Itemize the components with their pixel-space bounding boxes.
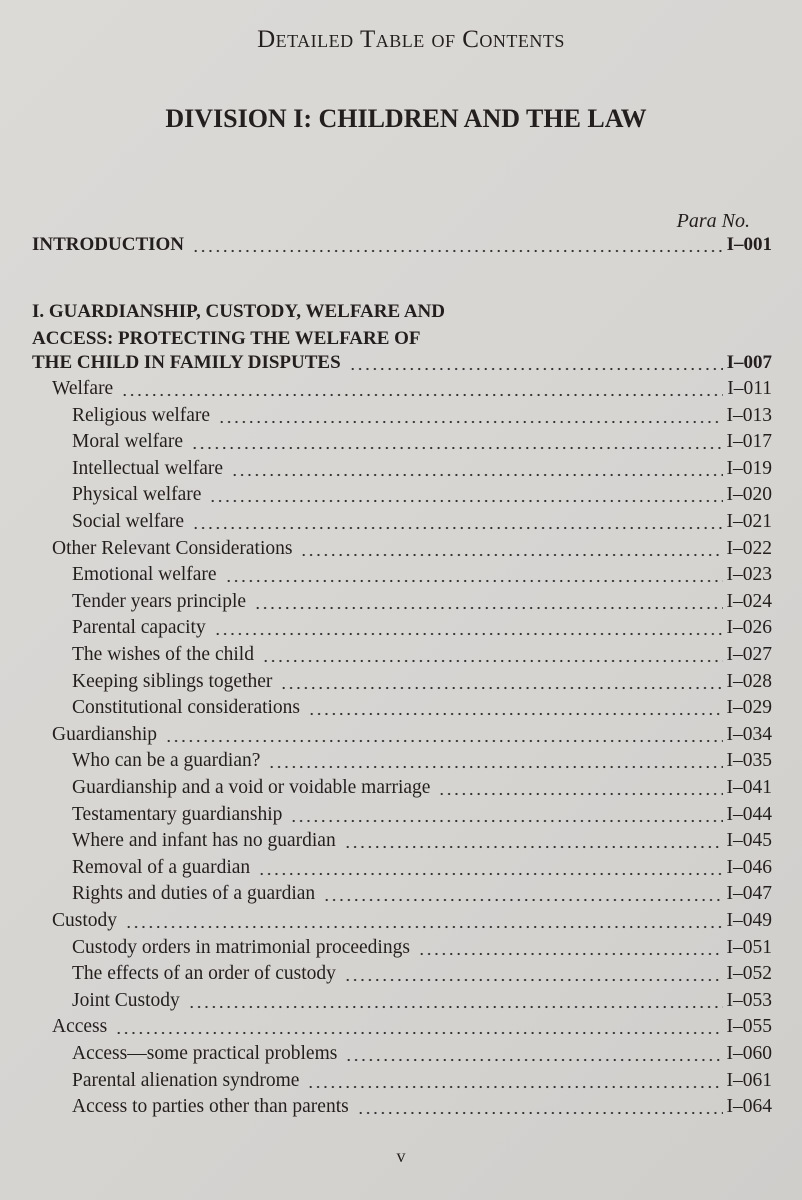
entry-label: Parental alienation syndrome (72, 1069, 300, 1091)
entry-label: Custody orders in matrimonial proceedings (72, 936, 410, 958)
entry-label: Access to parties other than parents (72, 1096, 349, 1118)
toc-entry (0, 910, 772, 936)
entry-label: Keeping siblings together (72, 670, 273, 692)
entry-label: The effects of an order of custody (72, 963, 336, 985)
toc-entry (0, 883, 772, 909)
toc-entry (0, 431, 772, 457)
toc-entry (0, 697, 772, 723)
section-heading-line: ACCESS: PROTECTING THE WELFARE OF (32, 328, 421, 349)
toc-entry (0, 511, 772, 537)
entry-para: I–034 (726, 723, 772, 745)
entry-label: Religious welfare (72, 404, 211, 426)
dot-leader (290, 819, 722, 823)
toc-entry (0, 777, 772, 803)
dot-leader (192, 526, 722, 530)
toc-entry (0, 644, 772, 670)
toc-entry (0, 804, 772, 830)
toc-entry (0, 538, 772, 564)
entry-para: I–026 (726, 617, 772, 639)
toc-entry (0, 671, 772, 697)
division-title: DIVISION I: CHILDREN AND THE LAW (165, 104, 647, 133)
dot-leader (115, 1031, 722, 1035)
toc-entry (0, 1070, 772, 1096)
dot-leader (214, 632, 723, 636)
dot-leader (300, 553, 722, 557)
entry-label: Guardianship (52, 723, 158, 745)
para-no-header: Para No. (676, 210, 750, 232)
dot-leader (218, 420, 722, 424)
dot-leader (345, 1058, 722, 1062)
dot-leader (258, 872, 722, 876)
dot-leader (268, 765, 722, 769)
entry-para: I–035 (726, 750, 772, 772)
toc-entry (0, 564, 772, 590)
entry-label: Rights and duties of a guardian (72, 883, 316, 905)
entry-para: I–027 (726, 644, 772, 665)
dot-leader (280, 686, 722, 690)
entry-label: Testamentary guardianship (72, 803, 283, 825)
toc-entry (0, 990, 772, 1016)
entry-label: The wishes of the child (72, 644, 254, 665)
entry-para: I–013 (726, 404, 772, 426)
toc-entry (0, 830, 772, 856)
entry-label: Other Relevant Considerations (52, 537, 293, 559)
dot-leader (191, 446, 723, 450)
entry-label: Guardianship and a void or voidable marriage (72, 777, 431, 798)
entry-label: Constitutional considerations (72, 697, 301, 719)
dot-leader (165, 739, 722, 743)
dot-leader (307, 1085, 722, 1089)
dot-leader (121, 393, 723, 397)
dot-leader (344, 845, 723, 849)
page-number: v (396, 1146, 406, 1166)
toc-entry (0, 750, 772, 776)
entry-label: THE CHILD IN FAMILY DISPUTES (32, 352, 341, 373)
entry-label: Physical welfare (72, 484, 202, 506)
dot-leader (254, 606, 722, 610)
toc-entry-introduction (0, 234, 772, 260)
entry-label: Access—some practical problems (72, 1043, 338, 1064)
entry-para: I–061 (726, 1069, 772, 1091)
entry-para: I–044 (726, 803, 772, 825)
entry-label: Social welfare (72, 511, 185, 532)
entry-label: Welfare (52, 378, 114, 399)
entry-para: I–060 (726, 1043, 772, 1064)
entry-label: Parental capacity (72, 617, 206, 639)
toc-entry (0, 484, 772, 510)
entry-label: Custody (52, 910, 118, 931)
dot-leader (192, 249, 723, 253)
entry-para: I–019 (726, 457, 772, 479)
dot-leader (209, 499, 722, 503)
dot-leader (344, 978, 723, 982)
section-heading-line: I. GUARDIANSHIP, CUSTODY, WELFARE AND (32, 301, 445, 322)
entry-para: I–053 (726, 989, 772, 1011)
entry-para: I–046 (726, 856, 772, 878)
entry-label: Who can be a guardian? (72, 750, 261, 772)
dot-leader (308, 712, 722, 716)
entry-para: I–021 (726, 511, 772, 532)
toc-entry (0, 405, 772, 431)
entry-para: I–028 (726, 670, 772, 692)
dot-leader (357, 1111, 723, 1115)
dot-leader (349, 367, 723, 371)
entry-label: Tender years principle (72, 590, 247, 612)
entry-para: I–017 (726, 431, 772, 453)
toc-entry (0, 617, 772, 643)
running-head: Detailed Table of Contents (257, 26, 565, 53)
entry-para: I–020 (726, 484, 772, 506)
entry-para: I–049 (726, 910, 772, 931)
entry-para: I–011 (727, 378, 772, 399)
entry-para: I–052 (726, 963, 772, 985)
entry-label: Removal of a guardian (72, 856, 251, 878)
toc-entry (0, 963, 772, 989)
entry-para: I–022 (726, 537, 772, 559)
entry-para: I–001 (726, 234, 772, 255)
dot-leader (418, 952, 723, 956)
toc-entry (0, 724, 772, 750)
toc-entry (0, 378, 772, 404)
toc-entry (0, 458, 772, 484)
dot-leader (231, 473, 722, 477)
toc-entry (0, 1096, 772, 1122)
toc-entry (0, 857, 772, 883)
dot-leader (323, 898, 722, 902)
dot-leader (438, 792, 722, 796)
entry-para: I–029 (726, 697, 772, 719)
entry-para: I–041 (726, 777, 772, 798)
entry-para: I–024 (726, 590, 772, 612)
toc-entry (0, 1016, 772, 1042)
entry-para: I–064 (726, 1096, 772, 1118)
toc-entry (0, 937, 772, 963)
toc-entry (0, 1043, 772, 1069)
toc-entry-section-i (0, 352, 772, 378)
entry-label: Intellectual welfare (72, 457, 224, 479)
entry-label: Joint Custody (72, 989, 180, 1011)
entry-para: I–045 (726, 830, 772, 852)
entry-label: Moral welfare (72, 431, 183, 453)
entry-label: Access (52, 1016, 108, 1038)
dot-leader (262, 659, 723, 663)
dot-leader (188, 1005, 723, 1009)
entry-para: I–007 (726, 352, 772, 373)
dot-leader (225, 579, 723, 583)
entry-para: I–047 (726, 883, 772, 905)
dot-leader (125, 925, 722, 929)
entry-label: Emotional welfare (72, 564, 217, 586)
entry-para: I–055 (726, 1016, 772, 1038)
entry-label: INTRODUCTION (32, 234, 185, 255)
entry-para: I–051 (726, 936, 772, 958)
entry-para: I–023 (726, 564, 772, 586)
entry-label: Where and infant has no guardian (72, 830, 336, 852)
toc-entry (0, 591, 772, 617)
